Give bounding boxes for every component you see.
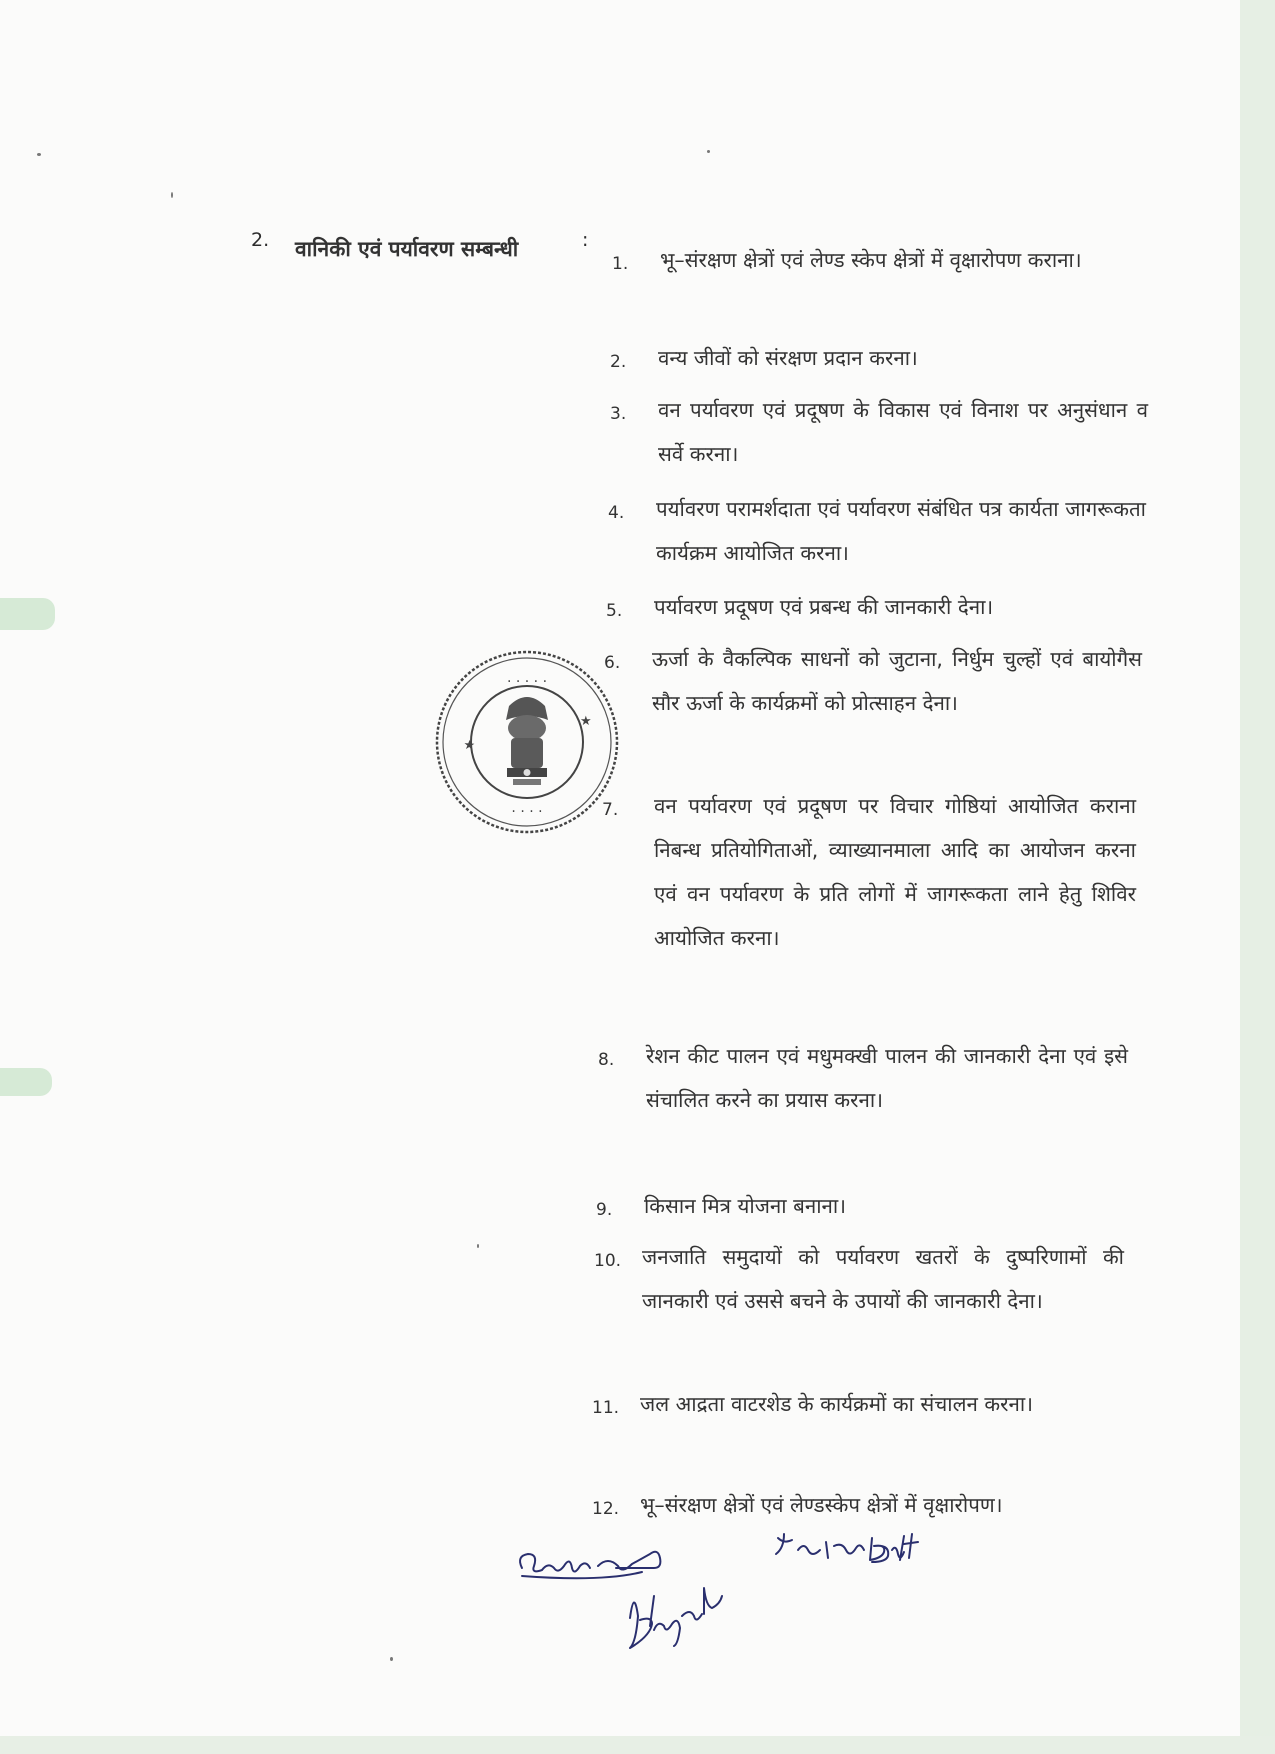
scan-speck xyxy=(707,150,710,153)
item-number: 1. xyxy=(612,254,629,274)
svg-text:★: ★ xyxy=(580,714,592,729)
scan-speck xyxy=(171,192,173,198)
item-text: ऊर्जा के वैकल्पिक साधनों को जुटाना, निर्धुम चुल्हों एवं बायोगैस सौर ऊर्जा के कार्यक्रमों को प्रोत्साहन देना। xyxy=(652,647,1142,715)
item-text: रेशन कीट पालन एवं मधुमक्खी पालन की जानकारी देना एवं इसे संचालित करने का प्रयास करना। xyxy=(646,1044,1128,1112)
section-number: 2. xyxy=(251,229,270,251)
scan-speck xyxy=(477,1244,479,1248)
item-number: 10. xyxy=(594,1251,622,1271)
item-number: 4. xyxy=(608,503,625,523)
ashoka-emblem-icon xyxy=(506,697,548,785)
item-text: वन्य जीवों को संरक्षण प्रदान करना। xyxy=(658,346,918,370)
scan-speck xyxy=(37,153,41,156)
item-number: 7. xyxy=(602,800,619,820)
item-text: पर्यावरण प्रदूषण एवं प्रबन्ध की जानकारी देना। xyxy=(654,595,994,619)
item-text: भू–संरक्षण क्षेत्रों एवं लेण्डस्केप क्षेत्रों में वृक्षारोपण। xyxy=(640,1493,1003,1517)
svg-text:★: ★ xyxy=(460,737,480,754)
item-text: वन पर्यावरण एवं प्रदूषण पर विचार गोष्ठियां आयोजित कराना निबन्ध प्रतियोगिताओं, व्याख्यानमाला आदि का आयोजन करना एवं वन पर्यावरण के प्रति लोगों में जागरूकता लाने हेतु शिविर आयोजित करना। xyxy=(654,794,1136,950)
item-number: 5. xyxy=(606,601,623,621)
scan-mark xyxy=(0,598,55,630)
item-number: 12. xyxy=(592,1499,620,1519)
item-text: पर्यावरण परामर्शदाता एवं पर्यावरण संबंधित पत्र कार्यता जागरूकता कार्यक्रम आयोजित करना। xyxy=(656,497,1146,565)
section-separator: : xyxy=(582,229,589,251)
item-number: 6. xyxy=(604,653,621,673)
item-text: जनजाति समुदायों को पर्यावरण खतरों के दुष्परिणामों की जानकारी एवं उससे बचने के उपायों की जानकारी देना। xyxy=(642,1245,1124,1313)
item-number: 11. xyxy=(592,1398,620,1418)
item-number: 8. xyxy=(598,1050,615,1070)
item-number: 9. xyxy=(596,1200,613,1220)
item-number: 3. xyxy=(610,404,627,424)
svg-text:· · · · ·: · · · · · xyxy=(506,674,548,690)
item-text: जल आद्रता वाटरशेड के कार्यक्रमों का संचालन करना। xyxy=(640,1392,1033,1416)
item-text: किसान मित्र योजना बनाना। xyxy=(644,1194,846,1218)
scan-mark xyxy=(0,1068,52,1096)
official-seal xyxy=(433,648,621,836)
item-text: वन पर्यावरण एवं प्रदूषण के विकास एवं विनाश पर अनुसंधान व सर्वे करना। xyxy=(658,398,1148,466)
scan-speck xyxy=(390,1657,393,1661)
svg-text:· · · ·: · · · · xyxy=(511,804,543,820)
scan-edge-bottom xyxy=(0,1736,1275,1754)
item-text: भू–संरक्षण क्षेत्रों एवं लेण्ड स्केप क्षेत्रों में वृक्षारोपण कराना। xyxy=(660,248,1082,272)
section-title: वानिकी एवं पर्यावरण सम्बन्धी xyxy=(295,237,519,261)
signatures xyxy=(500,1530,1100,1730)
scan-edge-right xyxy=(1240,0,1275,1754)
item-number: 2. xyxy=(610,352,627,372)
